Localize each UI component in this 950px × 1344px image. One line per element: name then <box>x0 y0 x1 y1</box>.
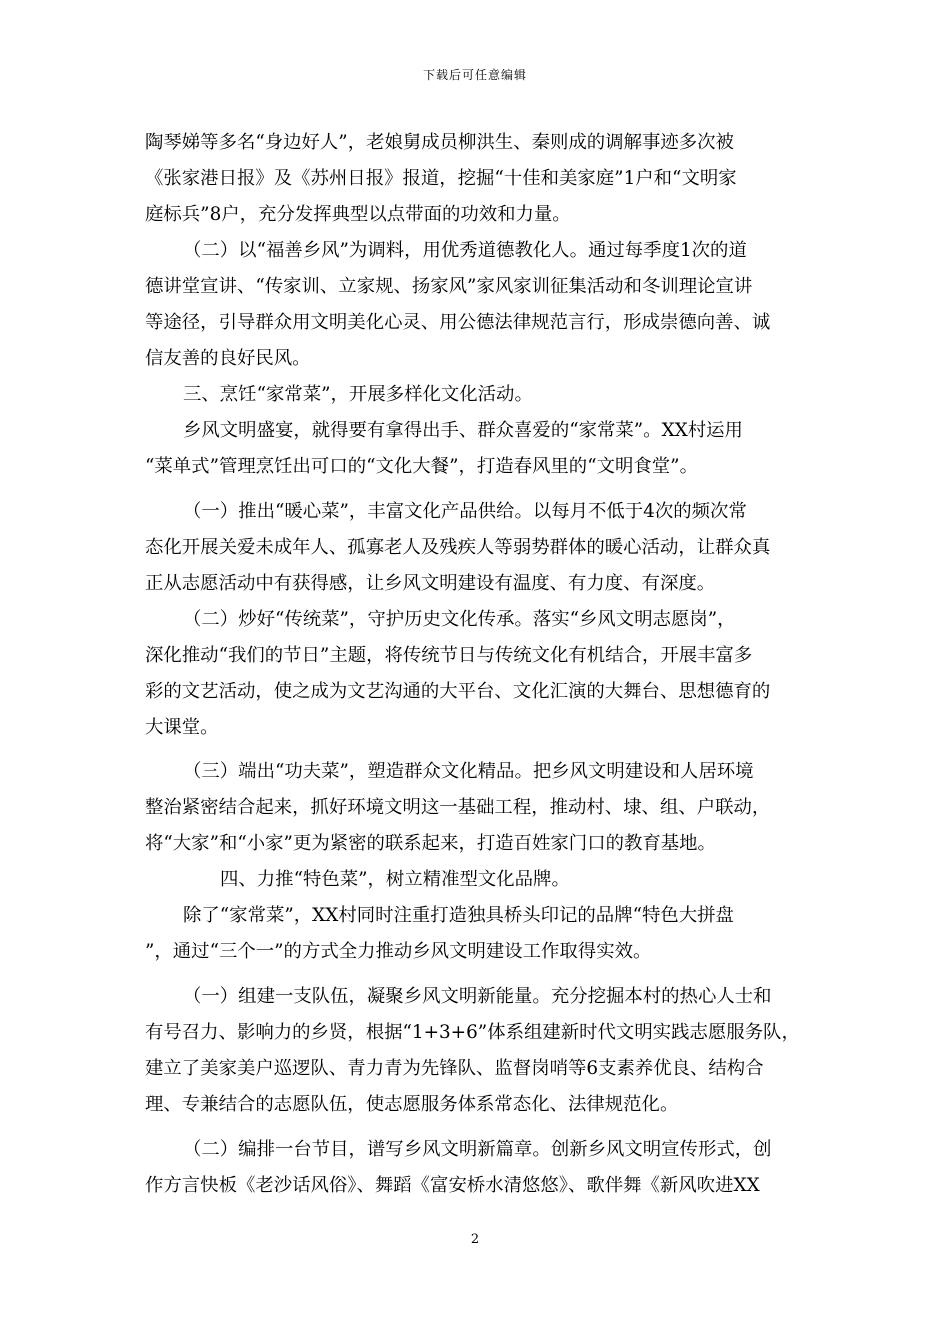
section-heading: 四、力推“特色菜”，树立精准型文化品牌。 <box>220 869 570 890</box>
page-header: 下载后可任意编辑 <box>422 68 527 82</box>
body-line: “菜单式”管理烹饪出可口的“文化大餐”，打造春风里的“文明食堂”。 <box>145 456 698 477</box>
body-line: 态化开展关爱未成年人、孤寡老人及残疾人等弱势群体的暖心活动，让群众真 <box>145 537 771 558</box>
page-number: 2 <box>470 1232 480 1247</box>
body-line: 深化推动“我们的节日”主题，将传统节日与传统文化有机结合，开展丰富多 <box>145 645 753 666</box>
body-line: 彩的文艺活动，使之成为文艺沟通的大平台、文化汇演的大舞台、思想德育的 <box>145 681 771 702</box>
body-line: （二）以“福善乡风”为调料，用优秀道德教化人。通过每季度1次的道 <box>183 240 747 261</box>
body-line: （一）组建一支队伍，凝聚乡风文明新能量。充分挖掘本村的热心人士和 <box>183 986 772 1007</box>
body-line: 《张家港日报》及《苏州日报》报道，挖掘“十佳和美家庭”1户和“文明家 <box>145 168 737 189</box>
body-line: 乡风文明盛宴，就得要有拿得出手、群众喜爱的“家常菜”。XX村运用 <box>183 420 743 441</box>
body-line: 信友善的良好民风。 <box>145 348 311 369</box>
body-line: （二）炒好“传统菜”，守护历史文化传承。落实“乡风文明志愿岗”， <box>183 609 736 630</box>
body-line: 整治紧密结合起来，抓好环境文明这一基础工程，推动村、埭、组、户联动， <box>145 797 771 818</box>
body-line: 大课堂。 <box>145 717 219 738</box>
body-line: （二）编排一台节目，谱写乡风文明新篇章。创新乡风文明宣传形式，创 <box>183 1139 772 1160</box>
body-line: 庭标兵”8户，充分发挥典型以点带面的功效和力量。 <box>145 204 571 225</box>
body-line: （三）端出“功夫菜”，塑造群众文化精品。把乡风文明建设和人居环境 <box>183 761 754 782</box>
body-line: 作方言快板《老沙话风俗》、舞蹈《富安桥水清悠悠》、歌伴舞《新风吹进XX <box>145 1175 760 1196</box>
body-line: 正从志愿活动中有获得感，让乡风文明建设有温度、有力度、有深度。 <box>145 573 716 594</box>
body-line: 理、专兼结合的志愿队伍，使志愿服务体系常态化、法律规范化。 <box>145 1094 679 1115</box>
body-line: 有号召力、影响力的乡贤，根据“1+3+6”体系组建新时代文明实践志愿服务队， <box>145 1022 800 1043</box>
body-line: （一）推出“暖心菜”，丰富文化产品供给。以每月不低于4次的频次常 <box>183 501 747 522</box>
body-line: 将“大家”和“小家”更为紧密的联系起来，打造百姓家门口的教育基地。 <box>145 833 716 854</box>
body-line: 陶琴娣等多名“身边好人”，老娘舅成员柳洪生、秦则成的调解事迹多次被 <box>145 132 734 153</box>
body-line: ”，通过“三个一”的方式全力推动乡风文明建设工作取得实效。 <box>145 941 652 962</box>
body-line: 等途径，引导群众用文明美化心灵、用公德法律规范言行，形成崇德向善、诚 <box>145 312 771 333</box>
body-line: 建立了美家美户巡逻队、青力青为先锋队、监督岗哨等6支素养优良、结构合 <box>145 1058 764 1079</box>
body-line: 除了“家常菜”，XX村同时注重打造独具桥头印记的品牌“特色大拼盘 <box>183 905 734 926</box>
section-heading: 三、烹饪“家常菜”，开展多样化文化活动。 <box>183 384 533 405</box>
body-line: 德讲堂宣讲、“传家训、立家规、扬家风”家风家训征集活动和冬训理论宣讲 <box>145 276 753 297</box>
